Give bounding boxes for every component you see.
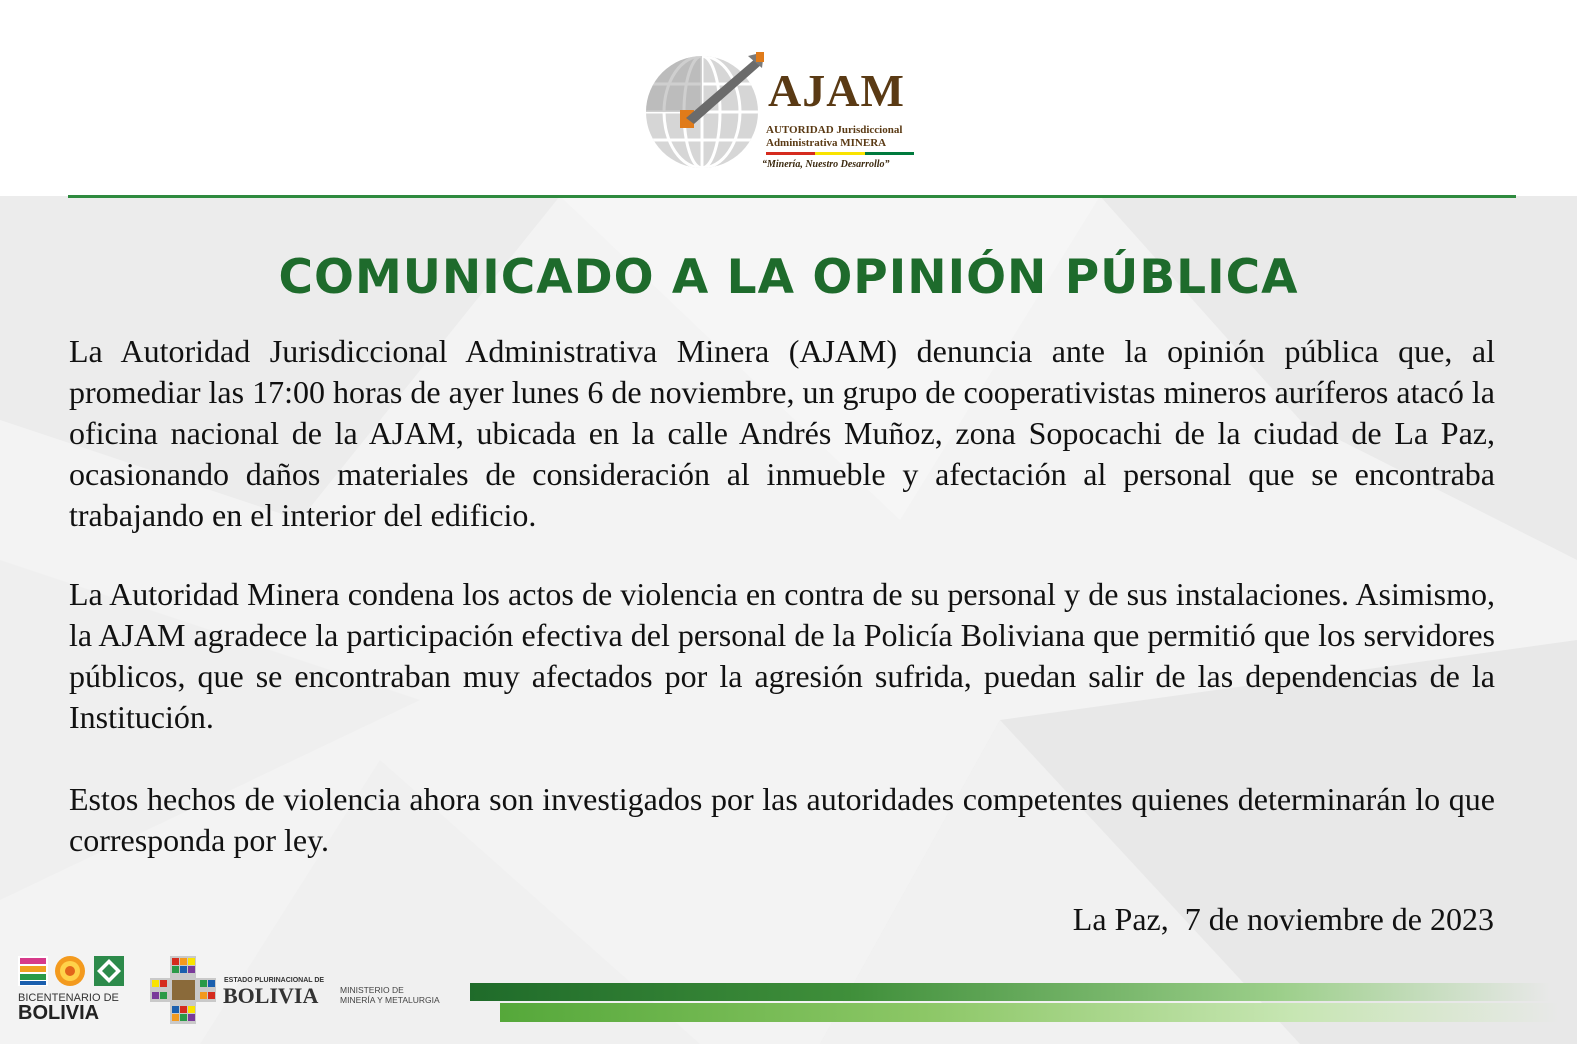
page-title: COMUNICADO A LA OPINIÓN PÚBLICA bbox=[278, 250, 1299, 305]
ministerio-line-2: MINERÍA Y METALURGIA bbox=[340, 995, 440, 1005]
ministerio-label bbox=[340, 985, 440, 1005]
paragraph-2: La Autoridad Minera condena los actos de violencia en contra de su personal y de sus instalaciones. Asimismo, la AJAM agradece la participación efectiva del personal de la Policía Boliviana que permitió que los servidores públicos, que se encontraban muy afectados por la agresión sufrida, puedan salir de las dependencias de la Institución. bbox=[69, 576, 1495, 735]
footer-stripe-light bbox=[500, 1003, 1560, 1022]
bicentenario-label-small: BICENTENARIO DE bbox=[18, 992, 119, 1004]
wiphala-emblem-icon bbox=[148, 954, 218, 1026]
ministerio-line-1: MINISTERIO DE bbox=[340, 985, 404, 995]
place-date: La Paz, 7 de noviembre de 2023 bbox=[1072, 901, 1494, 937]
paragraph-3: Estos hechos de violencia ahora son investigados por las autoridades competentes quienes determinarán lo que corresponda por ley. bbox=[69, 781, 1495, 858]
footer-stripe-dark bbox=[470, 983, 1550, 1001]
logo-subtitle-1: AUTORIDAD Jurisdiccional bbox=[766, 124, 903, 136]
footer-logos bbox=[14, 952, 474, 1030]
globe-pickaxe-icon bbox=[644, 50, 764, 170]
logo-title: AJAM bbox=[768, 65, 905, 116]
ajam-logo bbox=[644, 46, 924, 178]
bicentenario-icons bbox=[18, 954, 128, 988]
header bbox=[0, 0, 1577, 196]
paragraph-1: La Autoridad Jurisdiccional Administrativa Minera (AJAM) denuncia ante la opinión pública que, al promediar las 17:00 horas de ayer lunes 6 de noviembre, un grupo de cooperativistas mineros auríferos atacó la oficina nacional de la AJAM, ubicada en la calle Andrés Muñoz, zona Sopocachi de la ciudad de La Paz, ocasionando daños materiales de consideración al inmueble y afectación al personal que se encontraba trabajando en el interior del edificio. bbox=[69, 333, 1495, 533]
bolivia-label: BOLIVIA bbox=[223, 983, 319, 1008]
estado-label: ESTADO PLURINACIONAL DE bbox=[224, 977, 325, 984]
logo-subtitle-2: Administrativa MINERA bbox=[766, 137, 887, 149]
logo-slogan: “Minería, Nuestro Desarrollo” bbox=[762, 159, 890, 170]
header-divider bbox=[68, 195, 1516, 198]
logo-flag-bar bbox=[766, 152, 914, 155]
bicentenario-label-big: BOLIVIA bbox=[18, 1002, 100, 1024]
